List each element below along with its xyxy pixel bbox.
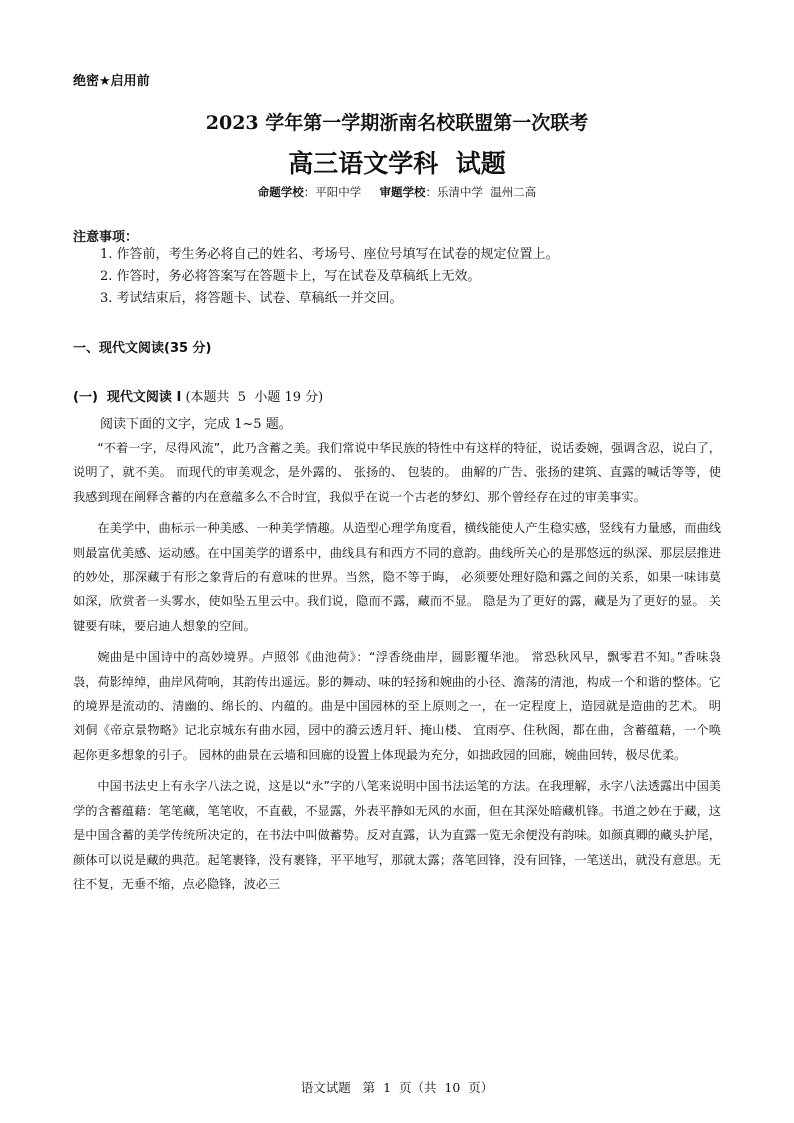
proposer-label: 命题学校 xyxy=(257,185,304,199)
passage-paragraph: 中国书法史上有永字八法之说，这是以“永”字的八笔来说明中国书法运笔的方法。在我理解，永字八法透露出中国美学的含蓄蕴藉：笔笔藏，笔笔收，不直截，不显露，外表平静如无风的水面，但在其深处暗藏机锋。书道之妙在于藏，这是中国含蓄的美学传统所决定的，在书法中叫做蓄势。反对直露，认为直露一览无余便没有韵味。如颜真卿的藏头护尾，颜体可以说是藏的典范。起笔裹锋，没有裹锋，平平地写，那就太露；落笔回锋，没有回锋，一笔送出，就没有意思。无往不复，无垂不缩，点必隐锋，波必三 xyxy=(73,779,721,891)
school-info xyxy=(0,184,794,200)
passage-body xyxy=(73,436,721,903)
reviewer-value: ：乐清中学 温州二高 xyxy=(425,185,537,199)
passage-paragraph: 在美学中，曲标示一种美感、一种美学情趣。从造型心理学角度看，横线能使人产生稳实感，竖线有力量感，而曲线则最富优美感、运动感。在中国美学的谱系中，曲线具有和西方不同的意韵。曲线所关心的是那悠远的纵深、那层层推进的妙处，那深藏于有形之象背后的有意味的世界。当然，隐不等于晦， 必须要处理好隐和露之间的关系，如果一味讳莫如深，欣赏者一头雾水，使如坠五里云中。我们说，隐而不露，藏而不显。 隐是为了更好的露，藏是为了更好的显。 关键要有味，要启迪人想象的空间。 xyxy=(73,521,721,633)
section-heading: 一、现代文阅读(35 分) xyxy=(73,341,212,356)
notice-title: 注意事项： xyxy=(73,230,139,245)
proposer-value: ：平阳中学 xyxy=(303,185,362,199)
page-footer: 语文试题 第 1 页（共 10 页） xyxy=(300,1080,494,1095)
notice-item: 2. 作答时，务必将答案写在答题卡上，写在试卷及草稿纸上无效。 xyxy=(100,269,481,284)
subsection-heading xyxy=(73,386,323,405)
notice-item: 3. 考试结束后，将答题卡、试卷、草稿纸一并交回。 xyxy=(100,291,403,306)
subsection-detail: (本题共 5 小题 19 分) xyxy=(181,390,324,405)
exam-title: 2023 学年第一学期浙南名校联盟第一次联考 xyxy=(205,112,589,134)
confidential-mark: 绝密★启用前 xyxy=(73,74,150,89)
exam-subtitle: 高三语文学科 试题 xyxy=(288,149,506,178)
subsection-label: (一) 现代文阅读 I xyxy=(73,390,182,405)
reviewer-label: 审题学校 xyxy=(379,185,426,199)
reading-instruction: 阅读下面的文字，完成 1~5 题。 xyxy=(100,417,292,432)
notice-list xyxy=(100,244,559,310)
notice-item: 1. 作答前，考生务必将自己的姓名、考场号、座位号填写在试卷的规定位置上。 xyxy=(100,247,559,262)
passage-paragraph: “不着一字，尽得风流”，此乃含蓄之美。我们常说中华民族的特性中有这样的特征，说话委婉，强调含忍，说白了，说明了，就不美。 而现代的审美观念，是外露的、 张扬的、 包装的。 曲解的广告、张扬的建筑、直露的喊话等等，使我感到现在阐释含蓄的内在意蕴多么不合时宜，我似乎在说一个古老的梦幻、那个曾经存在过的审美事实。 xyxy=(73,441,721,504)
passage-paragraph: 婉曲是中国诗中的高妙境界。卢照邻《曲池荷》：“浮香绕曲岸，圆影覆华池。 常恐秋风早，飘零君不知。”香味袅袅，荷影绰绰，曲岸风荷响，其韵传出遥远。影的舞动、味的轻扬和婉曲的小径、澹荡的清池，构成一个和谐的整体。它的境界是流动的、清幽的、绵长的、内蕴的。曲是中国园林的至上原则之一，在一定程度上，造园就是造曲的艺术。 明刘侗《帝京景物略》记北京城东有曲水园，园中的漪云透月轩、掩山楼、 宜雨亭、住秋阁，都在曲，含蓄蕴藉，一个唤起你更多想象的引子。 园林的曲景在云墙和回廊的设置上体现最为充分，如拙政园的回廊，婉曲回转，极尽优柔。 xyxy=(73,650,721,762)
